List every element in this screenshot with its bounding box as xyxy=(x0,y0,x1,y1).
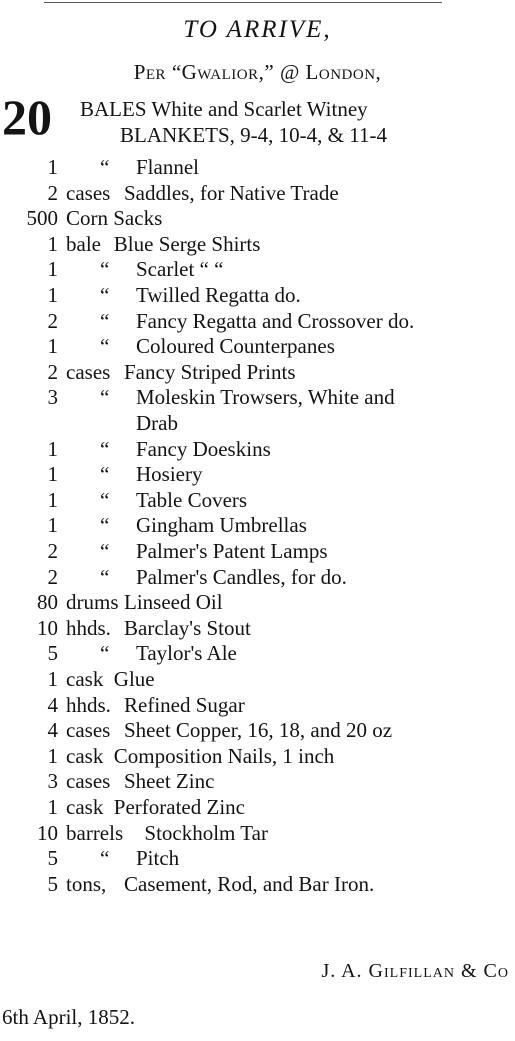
item-unit: cask xyxy=(66,795,104,819)
item-unit: hhds. xyxy=(66,615,111,640)
item-unit: “ xyxy=(100,257,110,282)
item-quantity: 1 xyxy=(47,487,58,512)
item-unit: “ xyxy=(100,513,110,538)
item-unit: bale xyxy=(66,231,101,256)
item-quantity: 1 xyxy=(47,257,58,282)
merchant-signature: J. A. Gilfillan & Co xyxy=(321,960,509,982)
item-quantity: 4 xyxy=(47,718,58,743)
item-unit: “ xyxy=(100,487,110,512)
item-description: Saddles, for Native Trade xyxy=(124,180,339,205)
item-quantity: 1 xyxy=(47,436,58,461)
item-quantity: 500 xyxy=(26,206,58,231)
item-unit: “ xyxy=(100,308,110,333)
item-unit: “ xyxy=(100,334,110,359)
item-quantity: 5 xyxy=(47,641,58,666)
item-unit: “ xyxy=(100,846,110,871)
item-quantity: 5 xyxy=(47,846,58,871)
vessel-line: Per “Gwalior,” @ London, xyxy=(133,60,382,84)
item-description: Gingham Umbrellas xyxy=(136,513,307,538)
item-description: Flannel xyxy=(136,155,199,179)
item-quantity: 1 xyxy=(47,743,58,768)
advert-date: 6th April, 1852. xyxy=(2,1005,136,1029)
item-description: Hosiery xyxy=(136,462,203,487)
item-quantity: 1 xyxy=(47,513,58,538)
item-unit: “ xyxy=(100,462,110,487)
item-description: Fancy Striped Prints xyxy=(124,359,296,384)
item-quantity: 80 xyxy=(37,590,58,615)
item-description: Pitch xyxy=(136,846,180,871)
item-unit: “ xyxy=(100,539,110,563)
item-quantity: 1 xyxy=(47,462,58,487)
item-unit: cases xyxy=(66,718,111,743)
item-unit: Corn Sacks xyxy=(66,206,163,231)
item-quantity: 4 xyxy=(47,692,58,717)
item-quantity: 5 xyxy=(47,871,58,896)
item-quantity: 10 xyxy=(37,615,58,640)
item-unit: barrels xyxy=(66,820,124,845)
item-description: Barclay's Stout xyxy=(124,615,251,640)
item-description: Refined Sugar xyxy=(124,692,245,717)
item-quantity: 2 xyxy=(47,180,58,205)
item-description: Fancy Regatta and Crossover do. xyxy=(136,308,415,333)
item-quantity: 2 xyxy=(47,359,58,384)
item-unit: “ xyxy=(100,564,110,589)
item-description-continued: Drab xyxy=(136,411,178,435)
item-quantity: 2 xyxy=(47,539,58,563)
item-quantity: 3 xyxy=(47,385,58,410)
item-description: Composition Nails, 1 inch xyxy=(113,743,335,768)
item-unit: hhds. xyxy=(66,692,111,717)
item-description: Linseed Oil xyxy=(124,590,223,615)
item-description: Coloured Counterpanes xyxy=(136,334,335,359)
item-quantity: 3 xyxy=(47,769,58,794)
item-description: Table Covers xyxy=(136,487,248,512)
item-quantity: 2 xyxy=(47,308,58,333)
item-quantity: 10 xyxy=(37,820,58,845)
item-unit: drums xyxy=(66,590,119,615)
item-description: Taylor's Ale xyxy=(136,641,237,666)
item-unit: “ xyxy=(100,155,110,179)
lead-line-1: BALES White and Scarlet Witney xyxy=(80,97,368,121)
advert-title: TO ARRIVE, xyxy=(183,16,332,43)
item-description: Palmer's Candles, for do. xyxy=(136,564,347,589)
item-description: Sheet Copper, 16, 18, and 20 oz xyxy=(124,718,393,743)
item-description: Perforated Zinc xyxy=(113,795,245,819)
item-description: Moleskin Trowsers, White and xyxy=(136,385,395,410)
item-description: Blue Serge Shirts xyxy=(113,231,261,256)
item-description: Fancy Doeskins xyxy=(136,436,271,461)
item-quantity: 1 xyxy=(47,231,58,256)
top-rule xyxy=(44,2,442,3)
item-unit: cask xyxy=(66,743,104,768)
item-unit: “ xyxy=(100,436,110,461)
item-description: Casement, Rod, and Bar Iron. xyxy=(124,871,375,896)
item-quantity: 2 xyxy=(47,564,58,589)
item-unit: cases xyxy=(66,359,111,384)
item-description: Twilled Regatta do. xyxy=(136,283,301,307)
item-unit: “ xyxy=(100,641,110,666)
item-description: Glue xyxy=(113,667,155,691)
item-unit: cases xyxy=(66,769,111,794)
item-description: Stockholm Tar xyxy=(144,820,268,845)
item-unit: cask xyxy=(66,667,104,691)
lead-quantity: 20 xyxy=(2,89,52,145)
item-quantity: 1 xyxy=(47,667,58,691)
item-description: Palmer's Patent Lamps xyxy=(136,539,328,563)
lead-line-2: BLANKETS, 9-4, 10-4, & 11-4 xyxy=(120,123,387,147)
item-quantity: 1 xyxy=(47,155,58,179)
item-quantity: 1 xyxy=(47,283,58,307)
item-quantity: 1 xyxy=(47,795,58,819)
item-quantity: 1 xyxy=(47,334,58,359)
item-unit: “ xyxy=(100,385,110,410)
item-unit: cases xyxy=(66,180,111,205)
item-description: Scarlet “ “ xyxy=(136,257,224,282)
item-unit: tons, xyxy=(66,871,107,896)
item-description: Sheet Zinc xyxy=(124,769,215,794)
item-unit: “ xyxy=(100,283,110,307)
